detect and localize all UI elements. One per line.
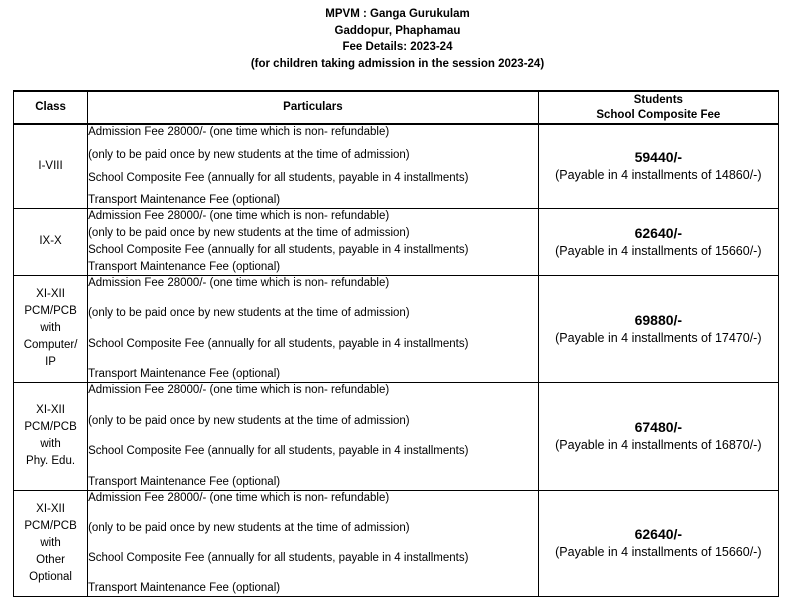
particulars-cell [88, 124, 539, 208]
particulars-cell [88, 490, 539, 596]
particulars-line: Transport Maintenance Fee (optional) [88, 367, 281, 380]
class-label-line: PCM/PCB [24, 519, 77, 532]
fee-amount-cell [538, 124, 778, 208]
particulars-line: Admission Fee 28000/- (one time which is non- refundable) [88, 384, 390, 396]
fee-details-title: Fee Details: 2023-24 [342, 41, 453, 53]
fee-amount-cell [538, 208, 778, 275]
class-label-line: Optional [29, 570, 72, 583]
particulars-list [88, 491, 538, 595]
particulars-line: Transport Maintenance Fee (optional) [88, 194, 281, 207]
particulars-line: School Composite Fee (annually for all students, payable in 4 installments) [88, 337, 469, 350]
class-label-line: XI-XII [36, 404, 65, 416]
particulars-line: School Composite Fee (annually for all students, payable in 4 installments) [88, 171, 469, 184]
particulars-list [88, 276, 538, 381]
fee-amount: 59440/- [634, 149, 683, 166]
particulars-cell [88, 275, 539, 382]
fee-amount: 62640/- [634, 526, 683, 542]
particulars-list [88, 209, 538, 274]
particulars-line: Admission Fee 28000/- (one time which is non- refundable) [88, 210, 390, 222]
class-label-line: IP [45, 356, 56, 368]
fee-amount: 62640/- [634, 224, 683, 241]
particulars-line: (only to be paid once by new students at the time of admission) [88, 227, 410, 239]
fee-amount-cell [538, 275, 778, 382]
table-row [14, 382, 779, 490]
installment-note: (Payable in 4 installments of 14860/-) [555, 168, 762, 183]
installment-note: (Payable in 4 installments of 17470/-) [555, 330, 762, 345]
column-header-particulars: Particulars [88, 91, 539, 124]
particulars-line: (only to be paid once by new students at the time of admission) [88, 148, 410, 161]
class-label-line: with [40, 536, 61, 549]
particulars-line: Transport Maintenance Fee (optional) [88, 261, 281, 273]
particulars-cell [88, 382, 539, 490]
table-header-row [14, 91, 779, 124]
class-label-line: IX-X [39, 235, 62, 247]
particulars-line: Admission Fee 28000/- (one time which is non- refundable) [88, 277, 390, 289]
class-label-line: Other [36, 553, 65, 566]
particulars-list [88, 125, 538, 207]
class-cell [14, 490, 88, 596]
fee-details-subtitle: (for children taking admission in the session 2023-24) [250, 57, 545, 70]
particulars-line: School Composite Fee (annually for all students, payable in 4 installments) [88, 445, 469, 458]
particulars-line: School Composite Fee (annually for all students, payable in 4 installments) [88, 244, 469, 256]
particulars-line: (only to be paid once by new students at the time of admission) [88, 307, 410, 320]
fee-table [13, 90, 779, 597]
class-label-line: Phy. Edu. [26, 455, 76, 467]
particulars-line: Admission Fee 28000/- (one time which is non- refundable) [88, 492, 390, 504]
column-header-students-line2: School Composite Fee [596, 108, 721, 121]
school-name: MPVM : Ganga Gurukulam [325, 8, 470, 20]
installment-note: (Payable in 4 installments of 16870/-) [555, 438, 762, 452]
particulars-line: Transport Maintenance Fee (optional) [88, 582, 281, 594]
fee-amount: 67480/- [634, 419, 683, 435]
particulars-list [88, 383, 538, 489]
fee-amount-cell [538, 490, 778, 596]
table-row [14, 124, 779, 208]
column-header-class: Class [14, 91, 88, 124]
class-cell [14, 275, 88, 382]
particulars-line: Admission Fee 28000/- (one time which is non- refundable) [88, 126, 390, 139]
table-row [14, 490, 779, 596]
fee-amount-cell [538, 382, 778, 490]
particulars-line: Transport Maintenance Fee (optional) [88, 475, 281, 488]
table-row [14, 208, 779, 275]
installment-note: (Payable in 4 installments of 15660/-) [555, 243, 762, 258]
class-label-line: I-VIII [38, 159, 63, 172]
class-label-line: Computer/ [23, 339, 78, 351]
installment-note: (Payable in 4 installments of 15660/-) [555, 545, 762, 559]
class-label-line: with [40, 322, 61, 334]
document-header [0, 6, 795, 72]
particulars-line: School Composite Fee (annually for all students, payable in 4 installments) [88, 552, 469, 564]
school-address: Gaddopur, Phaphamau [334, 24, 461, 37]
table-row [14, 275, 779, 382]
column-header-students-line1: Students [633, 93, 683, 106]
class-label-line: with [40, 438, 61, 450]
class-label-line: PCM/PCB [24, 305, 77, 317]
class-label-line: XI-XII [36, 502, 65, 515]
fee-amount: 69880/- [634, 311, 683, 328]
particulars-line: (only to be paid once by new students at the time of admission) [88, 414, 410, 427]
class-cell [14, 208, 88, 275]
class-label-line: PCM/PCB [24, 421, 77, 433]
particulars-cell [88, 208, 539, 275]
column-header-students [538, 91, 778, 124]
class-cell [14, 382, 88, 490]
class-label-line: XI-XII [36, 288, 65, 300]
particulars-line: (only to be paid once by new students at the time of admission) [88, 522, 410, 534]
fee-table-body [14, 124, 779, 596]
class-cell [14, 124, 88, 208]
